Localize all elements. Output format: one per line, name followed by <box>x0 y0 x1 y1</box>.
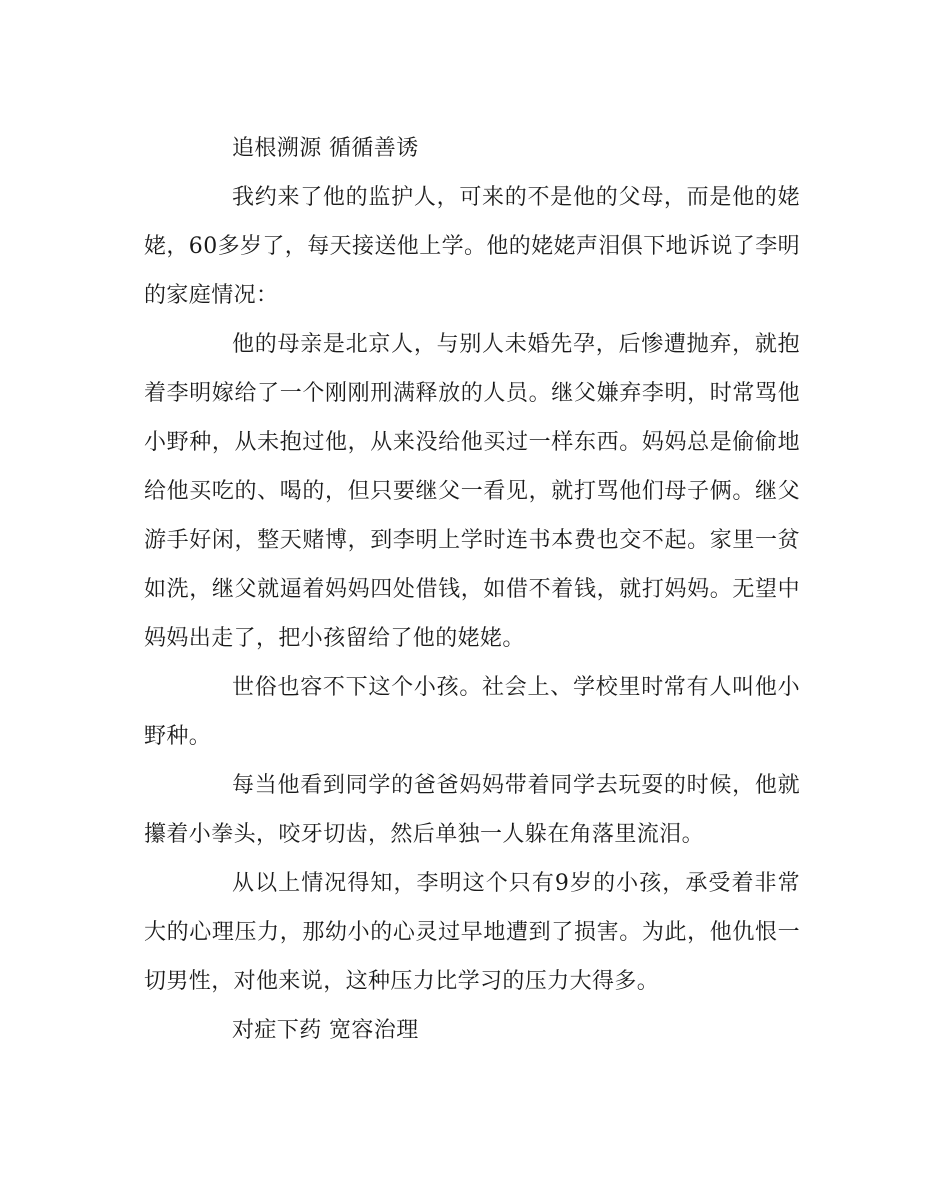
paragraph-mother: 他的母亲是北京人，与别人未婚先孕，后惨遭抛弃，就抱着李明嫁给了一个刚刚刑满释放的人员。继父嫌弃李明，时常骂他小野种，从未抱过他，从来没给他买过一样东西。妈妈总是偷偷地给他买吃的、喝的，但只要继父一看见，就打骂他们母子俩。继父游手好闲，整天赌博，到李明上学时连书本费也交不起。家里一贫如洗，继父就逼着妈妈四处借钱，如借不着钱，就打妈妈。无望中妈妈出走了，把小孩留给了他的姥姥。 <box>144 332 800 651</box>
paragraph-guardian: 我约来了他的监护人，可来的不是他的父母，而是他的姥姥，60多岁了，每天接送他上学。他的姥姥声泪俱下地诉说了李明的家庭情况： <box>144 185 800 308</box>
paragraph-conclusion: 从以上情况得知，李明这个只有9岁的小孩，承受着非常大的心理压力，那幼小的心灵过早地遭到了损害。为此，他仇恨一切男性，对他来说，这种压力比学习的压力大得多。 <box>144 871 800 994</box>
section-heading-2: 对症下药 宽容治理 <box>232 1018 419 1043</box>
paragraph-classmates: 每当他看到同学的爸爸妈妈带着同学去玩耍的时候，他就攥着小拳头，咬牙切齿，然后单独一人躲在角落里流泪。 <box>144 773 800 847</box>
document-page <box>144 124 800 1055</box>
paragraph-society: 世俗也容不下这个小孩。社会上、学校里时常有人叫他小野种。 <box>144 675 800 749</box>
section-heading-1: 追根溯源 循循善诱 <box>232 136 419 161</box>
